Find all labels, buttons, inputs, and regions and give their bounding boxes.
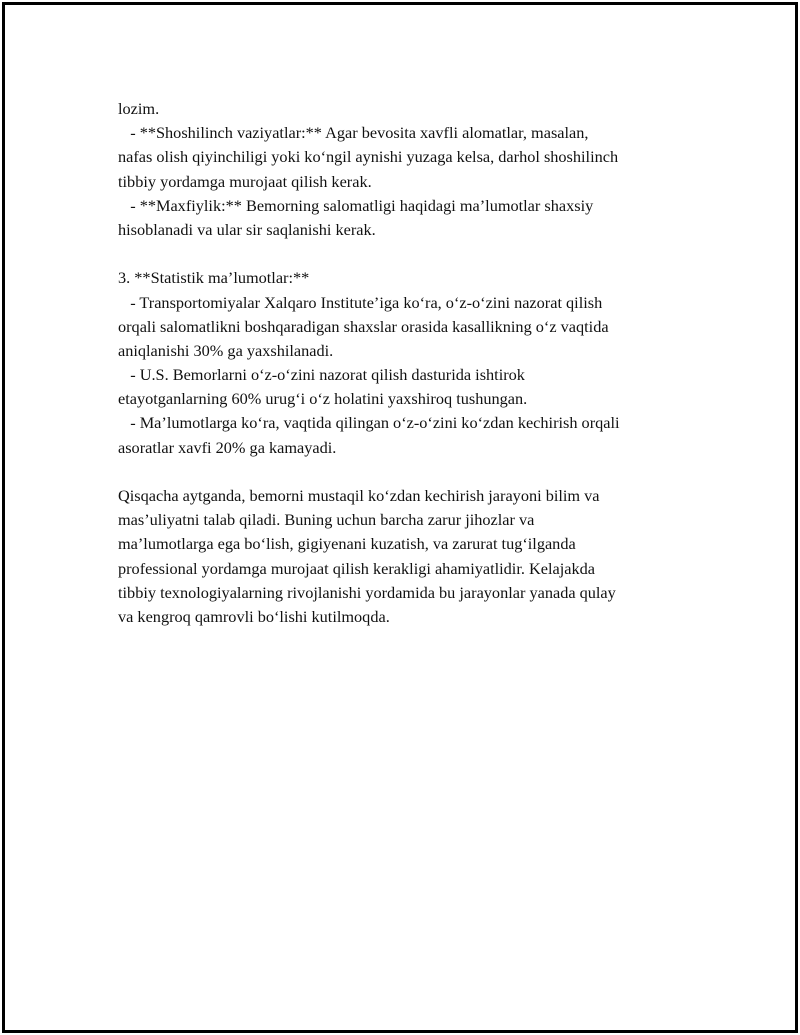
text-line: lozim. [118,99,160,118]
text-line: asoratlar xavfi 20% ga kamayadi. [118,437,337,457]
text-line: tibbiy yordamga murojaat qilish kerak. [118,171,372,191]
text-line: orqali salomatlikni boshqaradigan shaxslar orasida kasallikning o‘z vaqtida [118,316,609,336]
text-line: aniqlanishi 30% ga yaxshilanadi. [118,340,334,360]
text-line: nafas olish qiyinchiligi yoki ko‘ngil aynishi yuzaga kelsa, darhol shoshilinch [118,147,619,167]
text-line: - Transportomiyalar Xalqaro Institute’iga ko‘ra, o‘z-o‘zini nazorat qilish [118,292,603,312]
text-line: tibbiy texnologiyalarning rivojlanishi yordamida bu jarayonlar yanada qulay [118,582,616,602]
text-line: - **Shoshilinch vaziyatlar:** Agar bevosita xavfli alomatlar, masalan, [118,123,589,143]
text-line: - **Maxfiylik:** Bemorning salomatligi haqidagi ma’lumotlar shaxsiy [118,195,594,215]
paragraph-gap [118,242,708,266]
text-line: - U.S. Bemorlarni o‘z-o‘zini nazorat qilish dasturida ishtirok [118,365,525,385]
document-body [118,97,708,629]
text-line: va kengroq qamrovli bo‘lishi kutilmoqda. [118,606,390,626]
text-line: - Ma’lumotlarga ko‘ra, vaqtida qilingan o‘z-o‘zini ko‘zdan kechirish orqali [118,413,620,433]
text-line: ma’lumotlarga ega bo‘lish, gigiyenani kuzatish, va zarurat tug‘ilganda [118,534,576,554]
text-line: mas’uliyatni talab qiladi. Buning uchun barcha zarur jihozlar va [118,510,535,530]
page-frame [2,2,798,1033]
text-line: professional yordamga murojaat qilish kerakligi ahamiyatlidir. Kelajakda [118,558,595,578]
text-line: Qisqacha aytganda, bemorni mustaqil ko‘zdan kechirish jarayoni bilim va [118,486,600,505]
section-heading: 3. **Statistik ma’lumotlar:** [118,268,310,288]
text-line: etayotganlarning 60% urug‘i o‘z holatini yaxshiroq tushungan. [118,389,528,409]
paragraph-gap [118,460,708,484]
text-line: hisoblanadi va ular sir saqlanishi kerak. [118,219,376,239]
